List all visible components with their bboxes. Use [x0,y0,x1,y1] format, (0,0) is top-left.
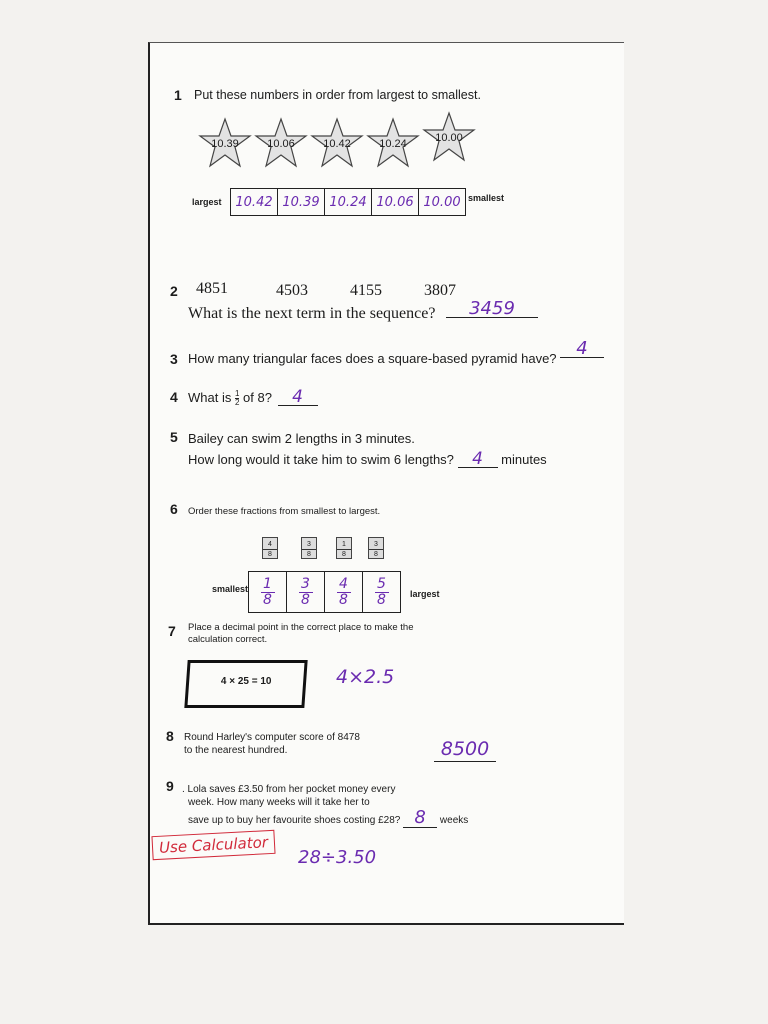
q3-answer: 4 [560,341,604,358]
q7-answer: 4×2.5 [336,666,395,688]
q2-text: What is the next term in the sequence? [188,305,436,322]
q7-line1: Place a decimal point in the correct place to make the [188,622,414,633]
q7-calculation-box: 4 × 25 = 10 [184,660,307,708]
q1-answer-boxes [230,188,466,216]
q9-number: 9 [166,778,174,794]
star-card: 10.42 [310,117,364,169]
q2-number: 2 [170,283,178,299]
answer-cell: $\frac{3}{8}$ [287,572,325,612]
q2-answer: 3459 [446,301,538,318]
star-card: 10.06 [254,117,308,169]
answer-cell: $\frac{1}{8}$ [249,572,287,612]
q5-number: 5 [170,429,178,445]
q8-number: 8 [166,728,174,744]
answer-cell: 10.39 [278,189,325,215]
answer-cell: $\frac{5}{8}$ [363,572,400,612]
q8-answer-line [434,737,496,762]
q6-text: Order these fractions from smallest to largest. [188,506,381,517]
q3-number: 3 [170,351,178,367]
q2-term-3: 4155 [350,282,382,299]
q8-line2: to the nearest hundred. [184,745,288,756]
answer-cell: $\frac{4}{8}$ [325,572,363,612]
q3-text: How many triangular faces does a square-based pyramid have? [188,351,557,366]
q9-line2: week. How many weeks will it take her to [188,797,370,808]
answer-cell: 10.00 [423,194,461,210]
q1-text: Put these numbers in order from largest to smallest. [194,88,481,102]
q9-answer: 8 [403,809,437,828]
q2-term-4: 3807 [424,282,456,299]
q4-number: 4 [170,389,178,405]
q3-answer-line [560,338,604,359]
use-calculator-note: Use Calculator [151,830,275,860]
q4-text: What is $\frac{1}{2}$ of 8? 4 [188,389,318,407]
star-card: 10.00 [422,111,476,163]
q9-line1: . Lola saves £3.50 from her pocket money every [182,784,396,795]
star-card: 10.39 [198,117,252,169]
fraction-card: 3 8 [368,537,384,559]
q6-number: 6 [170,501,178,517]
worksheet-page [148,42,624,925]
q1-smallest-label: smallest [468,193,505,203]
q9-line3: save up to buy her favourite shoes costing £28? 8 weeks [188,807,469,828]
q1-number: 1 [174,87,182,103]
fraction-card: 1 8 [336,537,352,559]
q6-largest-label: largest [410,589,440,599]
q6-answer-boxes [248,571,401,613]
q8-line1: Round Harley's computer score of 8478 [184,732,360,743]
q5-answer: 4 [458,451,498,468]
q4-fraction: $\frac{1}{2}$ [234,389,240,408]
q6-smallest-label: smallest [212,584,249,594]
fraction-card: 3 8 [301,537,317,559]
q5-line2: How long would it take him to swim 6 lengths? 4 minutes [188,449,547,469]
q1-stars [198,117,488,177]
answer-cell: 10.06 [372,189,419,215]
fraction-card: 4 8 [262,537,278,559]
q8-answer: 8500 [434,737,496,762]
q2-term-1: 4851 [196,280,228,297]
star-card: 10.24 [366,117,420,169]
q2-answer-line [446,298,538,319]
q7-line2: calculation correct. [188,634,268,645]
q9-working: 28÷3.50 [298,847,377,868]
q1-largest-label: largest [192,197,222,207]
q2-term-2: 4503 [276,282,308,299]
q5-line1: Bailey can swim 2 lengths in 3 minutes. [188,431,415,446]
q4-answer: 4 [278,389,318,406]
q7-number: 7 [168,623,176,639]
answer-cell: 10.42 [231,189,278,215]
answer-cell: 10.24 [325,189,372,215]
